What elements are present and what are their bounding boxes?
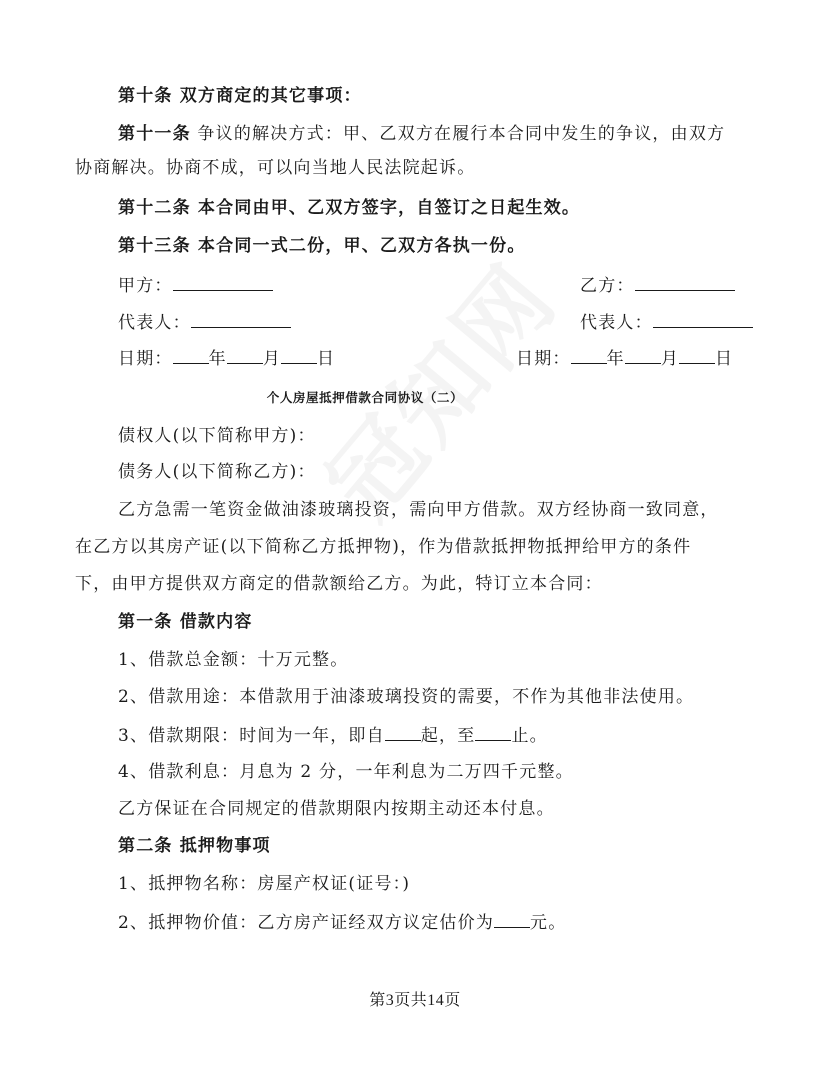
section-1-item-4: 4、借款利息：月息为 2 分，一年利息为二万四千元整。	[118, 762, 574, 782]
section-1-item-1: 1、借款总金额：十万元整。	[118, 650, 349, 670]
section-1-item-2: 2、借款用途：本借款用于油漆玻璃投资的需要，不作为其他非法使用。	[118, 687, 695, 707]
page-footer: 第3页共14页	[369, 992, 461, 1009]
section-1-note: 乙方保证在合同规定的借款期限内按期主动还本付息。	[118, 799, 555, 819]
second-contract-title: 个人房屋抵押借款合同协议（二）	[266, 390, 464, 405]
section-1-item-3: 3、借款期限：时间为一年，即自 起，至 止。	[118, 722, 548, 748]
article-11-line1: 第十一条 争议的解决方式：甲、乙双方在履行本合同中发生的争议，由双方	[118, 124, 726, 144]
watermark	[292, 231, 582, 541]
intro-line-2: 在乙方以其房产证(以下简称乙方抵押物)，作为借款抵押物抵押给甲方的条件	[75, 537, 692, 557]
debtor-line: 债务人(以下简称乙方)：	[118, 462, 316, 482]
section-2-item-2: 2、抵押物价值：乙方房产证经双方议定估价为 元。	[118, 909, 566, 935]
creditor-line: 债权人(以下简称甲方)：	[118, 426, 316, 446]
section-1-title: 第一条 借款内容	[118, 612, 253, 632]
article-12: 第十二条 本合同由甲、乙双方签字，自签订之日起生效。	[118, 198, 581, 218]
intro-line-3: 下，由甲方提供双方商定的借款额给乙方。为此，特订立本合同：	[75, 574, 603, 594]
article-11-line2: 协商解决。协商不成，可以向当地人民法院起诉。	[75, 158, 476, 178]
article-11-heading: 第十一条	[118, 124, 191, 144]
section-2-title: 第二条 抵押物事项	[118, 836, 271, 856]
article-10: 第十条 双方商定的其它事项：	[118, 86, 362, 106]
date-b: 日期： 年 月 日	[516, 345, 733, 371]
article-13: 第十三条 本合同一式二份，甲、乙双方各执一份。	[118, 236, 526, 256]
date-a: 日期： 年 月 日	[118, 345, 335, 371]
party-b-signature: 乙方：	[580, 272, 735, 298]
section-2-item-1: 1、抵押物名称：房屋产权证(证号：)	[118, 874, 411, 894]
representative-b: 代表人：	[580, 309, 753, 335]
party-a-signature: 甲方：	[118, 272, 273, 298]
intro-line-1: 乙方急需一笔资金做油漆玻璃投资，需向甲方借款。双方经协商一致同意，	[118, 500, 719, 520]
representative-a: 代表人：	[118, 309, 291, 335]
